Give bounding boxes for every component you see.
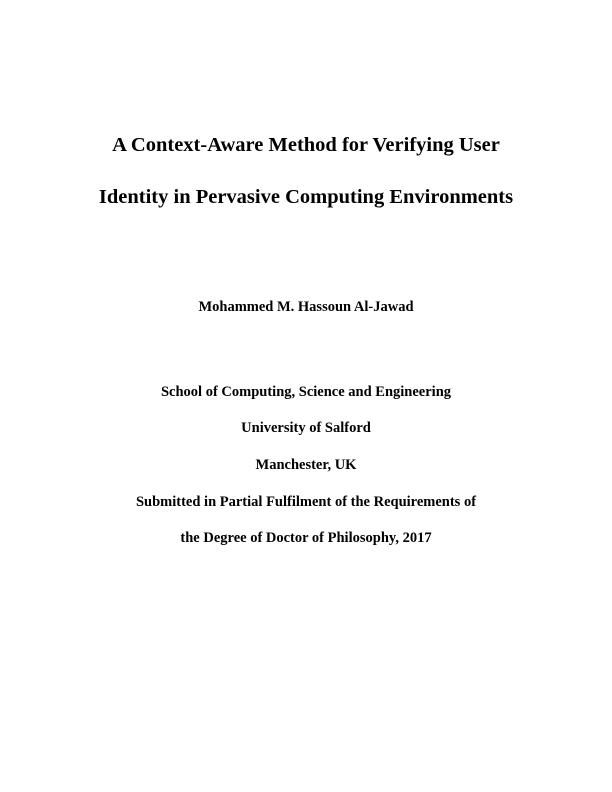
author-name: Mohammed M. Hassoun Al-Jawad — [198, 299, 414, 315]
thesis-title-line-1: A Context-Aware Method for Verifying User — [112, 134, 500, 156]
university-name: University of Salford — [241, 420, 371, 436]
thesis-title-line-2: Identity in Pervasive Computing Environments — [98, 186, 514, 208]
submission-statement-line-1: Submitted in Partial Fulfilment of the Requirements of — [135, 494, 477, 510]
submission-statement-line-2: the Degree of Doctor of Philosophy, 2017 — [180, 530, 432, 546]
school-name: School of Computing, Science and Engineering — [160, 384, 452, 400]
location: Manchester, UK — [255, 457, 357, 473]
